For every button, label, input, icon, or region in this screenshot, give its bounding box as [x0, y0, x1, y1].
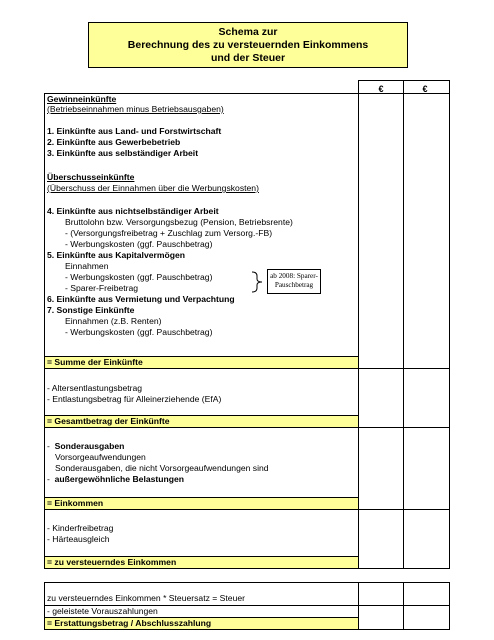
- grid-line: [449, 427, 450, 509]
- grid-line: [44, 427, 450, 428]
- grid-line: [44, 509, 45, 568]
- grid-line: [403, 368, 404, 427]
- belastungen-label: außergewöhnliche Belastungen: [54, 474, 185, 484]
- grid-line: [358, 80, 359, 368]
- grid-line: [44, 582, 450, 583]
- item-4: 4. Einkünfte aus nichtselbständiger Arbeit: [47, 206, 219, 216]
- item-4-line: - (Versorgungsfreibetrag + Zuschlag zum Versorg.-FB): [65, 228, 273, 238]
- title-line-2: Berechnung des zu versteuernden Einkommens: [127, 39, 369, 51]
- grid-line: [44, 368, 45, 427]
- grid-line: [358, 427, 359, 509]
- grid-line: [403, 509, 404, 568]
- grid-line: [358, 80, 450, 81]
- gesamtbetrag-label: = Gesamtbetrag der Einkünfte: [47, 416, 170, 426]
- grid-line: [358, 582, 359, 629]
- grid-line: [44, 509, 450, 510]
- ueberschuss-subheading: (Überschuss der Einnahmen über die Werbungskosten): [47, 183, 259, 193]
- grid-line: [449, 582, 450, 629]
- gewinn-heading: Gewinneinkünfte: [47, 94, 117, 104]
- item-3: 3. Einkünfte aus selbständiger Arbeit: [47, 148, 199, 158]
- item-5-line: - Sparer-Freibetrag: [65, 283, 139, 293]
- einkommen-label: = Einkommen: [47, 498, 104, 508]
- sonder-line: Vorsorgeaufwendungen: [55, 452, 146, 462]
- zve-label: = zu versteuerndes Einkommen: [47, 557, 177, 567]
- sonder-line: Sonderausgaben, die nicht Vorsorgeaufwendungen sind: [55, 463, 269, 473]
- steuer-formula: zu versteuerndes Einkommen * Steuersatz = Steuer: [47, 593, 245, 603]
- altersentlastung: - Altersentlastungsbetrag: [47, 383, 143, 393]
- item-5: 5. Einkünfte aus Kapitalvermögen: [47, 250, 186, 260]
- erstattung-label: = Erstattungsbetrag / Abschlusszahlung: [47, 618, 212, 628]
- summe-label: = Summe der Einkünfte: [47, 357, 143, 367]
- ueberschuss-heading: Überschusseinkünfte: [47, 172, 135, 182]
- grid-line: [44, 368, 450, 369]
- grid-line: [403, 80, 404, 368]
- belastungen-dash: - außergewöhnliche Belastungen: [47, 474, 185, 484]
- item-6: 6. Einkünfte aus Vermietung und Verpachtung: [47, 294, 235, 304]
- item-7: 7. Sonstige Einkünfte: [47, 305, 135, 315]
- grid-line: [403, 582, 404, 629]
- title-line-3: und der Steuer: [210, 52, 286, 64]
- item-5-line: - Werbungskosten (ggf. Pauschbetrag): [65, 272, 213, 282]
- brace-icon: [250, 271, 264, 293]
- item-2: 2. Einkünfte aus Gewerbebetrieb: [47, 137, 181, 147]
- grid-line: [403, 427, 404, 509]
- grid-line: [44, 629, 450, 630]
- currency-col-1: €: [378, 84, 384, 94]
- item-4-line: Bruttolohn bzw. Versorgungsbezug (Pension, Betriebsrente): [65, 217, 293, 227]
- kinderfreibetrag: - Kinderfreibetrag: [47, 523, 114, 533]
- grid-line: [358, 509, 359, 568]
- grid-line: [449, 509, 450, 568]
- grid-line: [44, 582, 45, 629]
- gewinn-subheading: (Betriebseinnahmen minus Betriebsausgaben): [47, 104, 224, 114]
- grid-line: [358, 368, 359, 427]
- haerteausgleich: - Härteausgleich: [47, 534, 110, 544]
- entlastungsbetrag: - Entlastungsbetrag für Alleinerziehende (EfA): [47, 394, 222, 404]
- grid-line: [449, 80, 450, 368]
- currency-col-2: €: [422, 84, 428, 94]
- sparer-note: ab 2008: Sparer-Pauschbetrag: [267, 269, 321, 294]
- grid-line: [44, 93, 45, 368]
- item-1: 1. Einkünfte aus Land- und Forstwirtschaft: [47, 126, 222, 136]
- title-line-1: Schema zur: [218, 26, 278, 38]
- sonder-heading: Sonderausgaben: [54, 441, 125, 451]
- grid-line: [44, 427, 45, 509]
- grid-line: [449, 368, 450, 427]
- title-box: [88, 22, 408, 68]
- item-5-line: Einnahmen: [65, 261, 109, 271]
- item-7-line: Einnahmen (z.B. Renten): [65, 316, 162, 326]
- sonder-dash: - Sonderausgaben: [47, 441, 125, 451]
- item-7-line: - Werbungskosten (ggf. Pauschbetrag): [65, 327, 213, 337]
- item-4-line: - Werbungskosten (ggf. Pauschbetrag): [65, 239, 213, 249]
- vorauszahlungen: - geleistete Vorauszahlungen: [47, 606, 158, 616]
- grid-line: [44, 568, 450, 569]
